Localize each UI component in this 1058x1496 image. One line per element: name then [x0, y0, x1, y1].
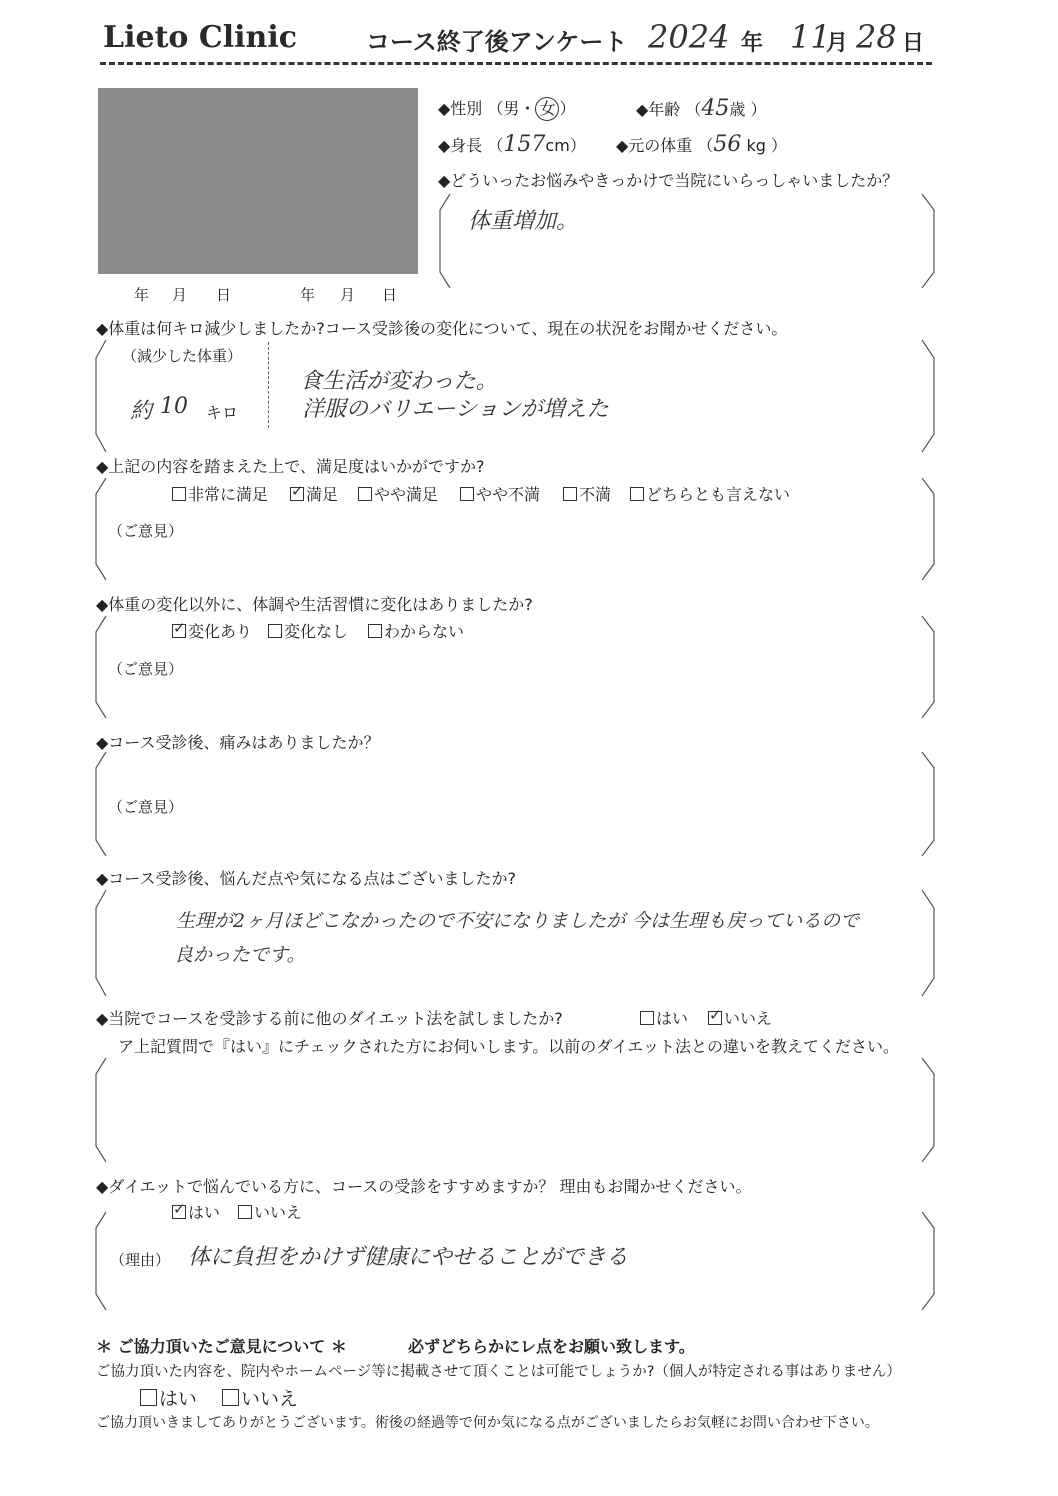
checkbox-checked[interactable] [708, 1011, 722, 1025]
gender-dot: ・ [519, 99, 536, 118]
weight-value: 56 [713, 132, 742, 157]
age-unit: 歳 [729, 100, 746, 119]
checkbox[interactable] [140, 1389, 157, 1406]
height-label: ◆身長 [438, 136, 483, 155]
checkbox[interactable] [222, 1389, 239, 1406]
footer-option-no[interactable]: いいえ [222, 1384, 298, 1411]
survey-day: 28 [856, 18, 897, 56]
height-unit: cm [545, 136, 570, 155]
q8-reason-label: （理由） [110, 1251, 171, 1269]
checkbox[interactable] [640, 1011, 654, 1025]
gender-male: 男 [503, 99, 520, 118]
height-open: （ [487, 136, 504, 155]
q3-option-somewhat-dissatisfied[interactable]: やや不満 [460, 482, 540, 505]
q3-option-somewhat-satisfied[interactable]: やや満足 [358, 482, 438, 505]
q2-weight-label: （減少した体重） [122, 347, 243, 365]
weight-open: （ [697, 136, 714, 155]
q3-opinion-label: （ご意見） [108, 522, 184, 540]
day-unit: 日 [902, 31, 925, 56]
q4-option-no-change[interactable]: 変化なし [268, 619, 348, 642]
weight-field [616, 132, 787, 157]
gender-label: ◆性別 [438, 99, 483, 118]
q7-question: ◆当院でコースを受診する前に他のダイエット法を試しましたか? [96, 1009, 563, 1028]
weight-label: ◆元の体重 [616, 136, 693, 155]
footer-thanks: ご協力頂いきましてありがとうございます。術後の経過等で何か気になる点がございましたらお気軽にお問い合わせ下さい。 [96, 1415, 879, 1431]
checkbox-checked[interactable] [290, 487, 304, 501]
checkbox[interactable] [563, 487, 577, 501]
q2-amount-unit: キロ [206, 403, 239, 422]
q3-option-very-satisfied[interactable]: 非常に満足 [172, 482, 268, 505]
q5-opinion-label: （ご意見） [108, 798, 184, 816]
q2-amount-prefix: 約 [130, 399, 153, 424]
q3-option-neither[interactable]: どちらとも言えない [630, 482, 790, 505]
age-value: 45 [701, 96, 730, 121]
gender-open: （ [487, 99, 504, 118]
survey-month: 11 [790, 18, 831, 56]
photo-day-1: 日 [216, 286, 232, 304]
page-title: コース終了後アンケート [366, 28, 628, 56]
weight-close: ） [771, 136, 788, 155]
clinic-logo: Lieto Clinic [103, 20, 298, 55]
q7-option-no[interactable]: ✓ いいえ [708, 1006, 772, 1029]
q1-answer: 体重増加。 [468, 209, 579, 234]
q6-answer-line1: 生理が2ヶ月ほどこなかったので不安になりましたが 今は生理も戻っているので [176, 910, 860, 932]
redacted-photo [98, 88, 418, 274]
checkbox[interactable] [368, 624, 382, 638]
q8-option-yes[interactable]: ✓はい [172, 1200, 220, 1223]
q7-answer-bracket [92, 1054, 940, 1166]
q7-sub-question: ア上記質問で『はい』にチェックされた方にお伺いします。以前のダイエット法との違いを教えてください。 [118, 1037, 899, 1056]
month-unit: 月 [826, 31, 849, 56]
age-label: ◆年齢 [636, 100, 681, 119]
q5-question: ◆コース受診後、痛みはありましたか？ [96, 733, 380, 752]
q3-question: ◆上記の内容を踏まえた上で、満足度はいかがですか? [96, 457, 485, 476]
q4-opinion-label: （ご意見） [108, 660, 184, 678]
q2-answer-line1: 食生活が変わった。 [300, 369, 498, 394]
photo-month-2: 月 [340, 286, 356, 304]
age-close: ） [750, 100, 767, 119]
year-unit: 年 [741, 31, 764, 56]
footer-heading: ＊ ご協力頂いたご意見について ＊ [96, 1337, 347, 1356]
q4-option-changed[interactable]: ✓変化あり [172, 619, 252, 642]
q2-amount: 10 [160, 394, 188, 419]
footer-option-yes[interactable]: はい [140, 1384, 197, 1411]
q6-question: ◆コース受診後、悩んだ点や気になる点はございましたか? [96, 869, 516, 888]
gender-field [438, 96, 575, 121]
q5-answer-bracket [92, 748, 940, 860]
q8-question: ◆ダイエットで悩んでいる方に、コースの受診をすすめますか？ 理由もお聞かせください。 [96, 1177, 752, 1196]
checkbox[interactable] [460, 487, 474, 501]
checkbox[interactable] [268, 624, 282, 638]
q2-answer-line2: 洋服のバリエーションが増えた [302, 397, 609, 422]
q1-question: ◆どういったお悩みやきっかけで当院にいらっしゃいましたか？ [438, 171, 899, 190]
q3-option-satisfied[interactable]: ✓ 満足 [290, 482, 338, 505]
photo-day-2: 日 [382, 286, 398, 304]
q8-answer: 体に負担をかけず健康にやせることができる [188, 1245, 629, 1270]
checkbox[interactable] [630, 487, 644, 501]
weight-unit: kg [746, 136, 766, 155]
q3-option-dissatisfied[interactable]: 不満 [563, 482, 611, 505]
header-divider [100, 62, 932, 65]
photo-year-1: 年 [134, 286, 150, 304]
photo-month-1: 月 [172, 286, 188, 304]
age-field [636, 96, 767, 121]
height-field [438, 132, 586, 157]
footer-consent-question: ご協力頂いた内容を、院内やホームページ等に掲載させて頂くことは可能でしょうか?（個人が特定される事はありません） [96, 1364, 901, 1380]
gender-female-circled: 女 [535, 97, 559, 121]
height-value: 157 [503, 132, 546, 157]
gender-close: ） [559, 99, 576, 118]
q4-question: ◆体重の変化以外に、体調や生活習慣に変化はありましたか? [96, 595, 533, 614]
q6-answer-line2: 良かったです。 [174, 944, 306, 966]
checkbox[interactable] [358, 487, 372, 501]
q2-question: ◆体重は何キロ減少しましたか?コース受診後の変化について、現在の状況をお聞かせください。 [96, 319, 788, 338]
photo-year-2: 年 [300, 286, 316, 304]
q2-divider [268, 342, 269, 428]
footer-notice: 必ずどちらかにレ点をお願い致します。 [408, 1337, 695, 1356]
height-close: ） [569, 136, 586, 155]
q8-option-no[interactable]: いいえ [238, 1200, 302, 1223]
survey-year: 2024 [648, 18, 730, 56]
checkbox[interactable] [172, 487, 186, 501]
age-open: （ [685, 100, 702, 119]
q4-option-unknown[interactable]: わからない [368, 619, 464, 642]
checkbox-checked[interactable] [172, 624, 186, 638]
q7-option-yes[interactable]: はい [640, 1006, 688, 1029]
